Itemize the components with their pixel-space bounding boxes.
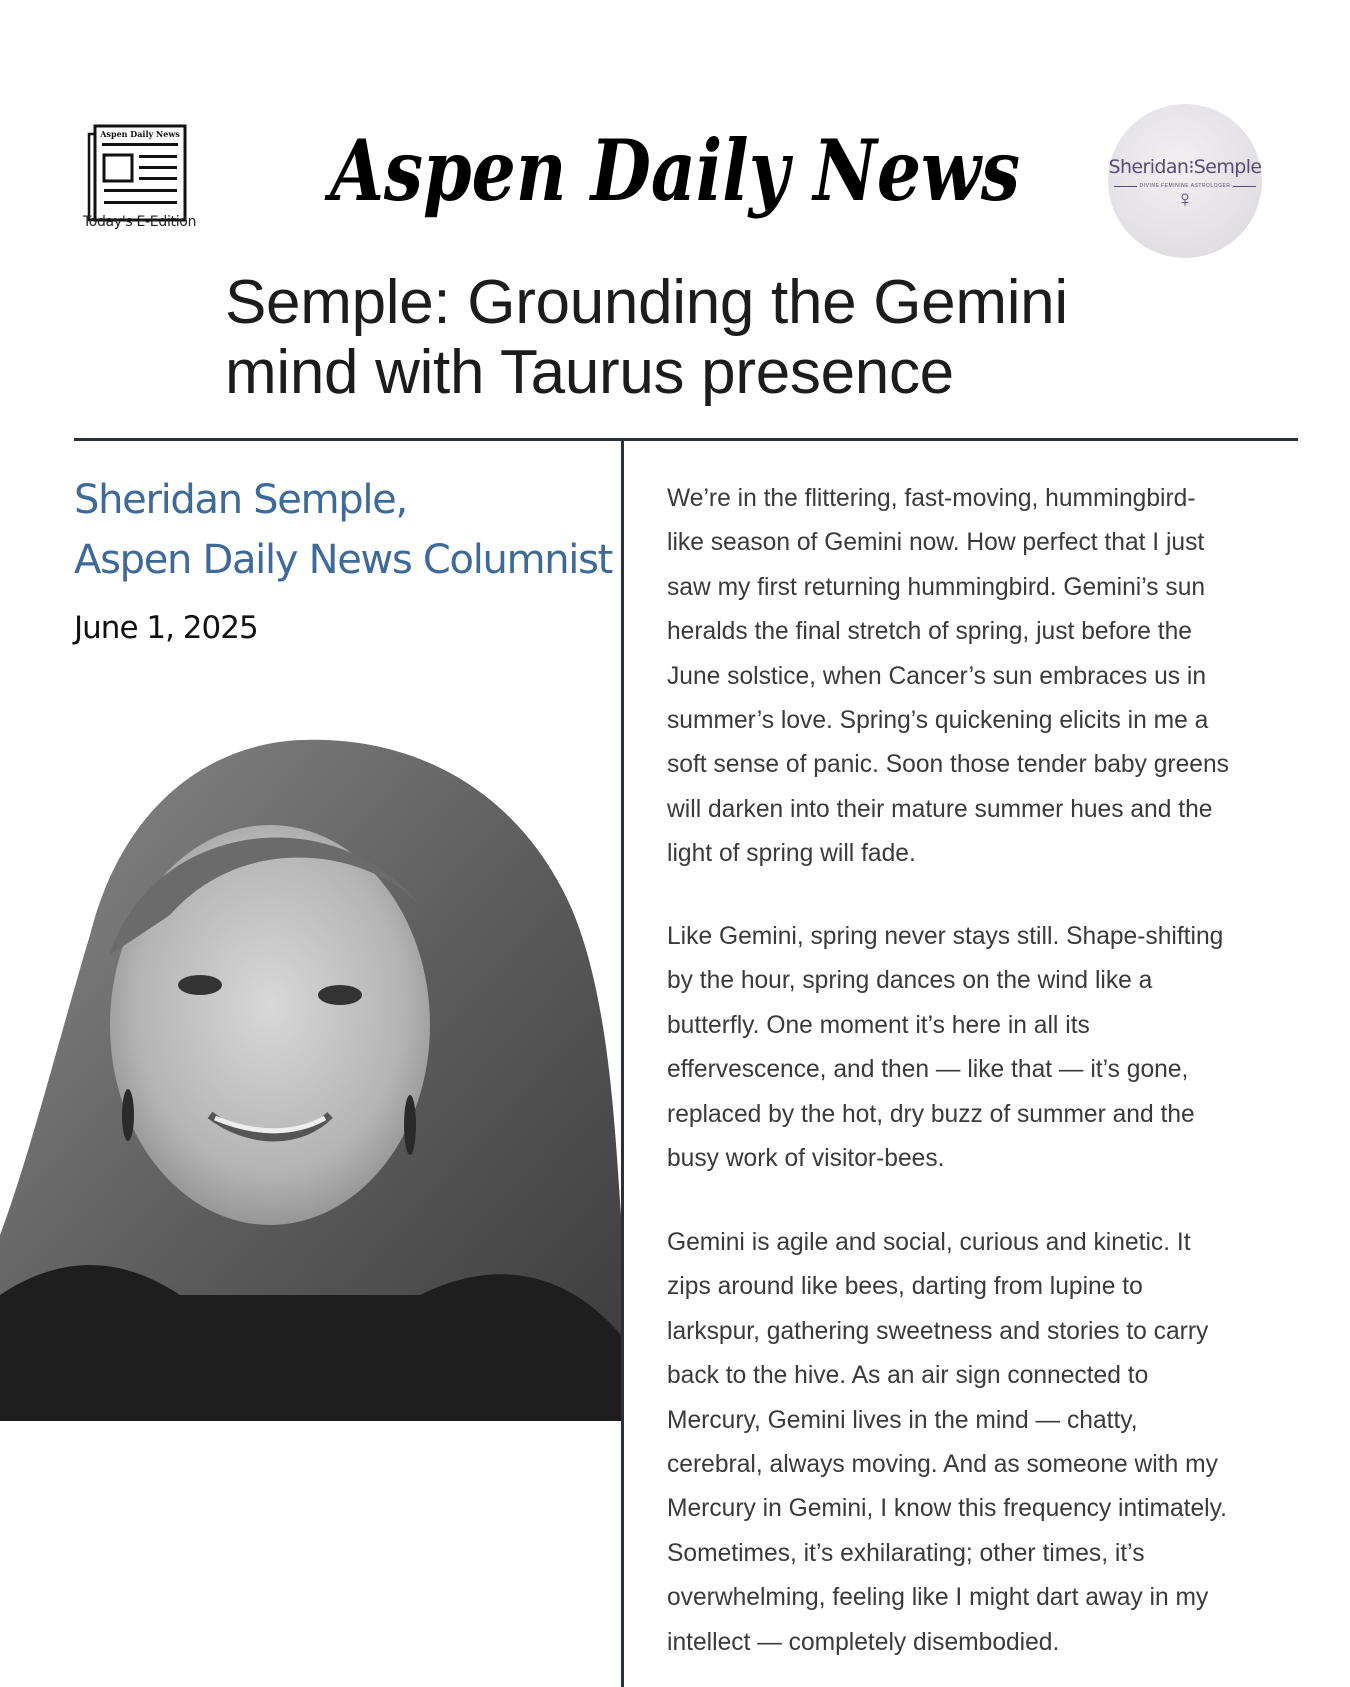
article-paragraph: Like Gemini, spring never stays still. Shape-shifting by the hour, spring dances on the wind like a butterfly. One moment it’s here in all its effervescence, and then — like that — it’s gone, replaced by the hot, dry buzz of summer and the busy work of visitor-bees. bbox=[667, 923, 1224, 1172]
publish-date: June 1, 2025 bbox=[74, 610, 258, 646]
svg-text:Aspen Daily News: Aspen Daily News bbox=[324, 121, 1020, 220]
horizontal-divider bbox=[74, 438, 1298, 441]
column-divider bbox=[621, 440, 624, 1687]
author-photo bbox=[0, 735, 621, 1421]
author-byline: Sheridan Semple, Aspen Daily News Columnist bbox=[74, 477, 613, 583]
sheridan-semple-seal-logo bbox=[1108, 104, 1262, 258]
e-edition-caption[interactable]: Today's E-Edition bbox=[82, 214, 197, 230]
e-edition-newspaper-icon[interactable] bbox=[86, 122, 190, 226]
article-paragraph: Gemini is agile and social, curious and kinetic. It zips around like bees, darting from lupine to larkspur, gathering sweetness and stories to carry back to the hive. As an air sign connected to Mercury, Gemini lives in the mind — chatty, cerebral, always moving. And as someone with my Mercury in Gemini, I know this frequency intimately. Sometimes, it’s exhilarating; other times, it’s overwhelming, feeling like I might dart away in my intellect — completely disembodied. bbox=[667, 1229, 1227, 1656]
article-headline: Semple: Grounding the Gemini mind with Taurus presence bbox=[225, 268, 1068, 407]
aspen-daily-news-logo[interactable] bbox=[300, 112, 1050, 232]
article-paragraph: We’re in the flittering, fast-moving, hummingbird- like season of Gemini now. How perfect that I just saw my first returning hummingbird. Gemini’s sun heralds the final stretch of spring, just before the June solstice, when Cancer’s sun embraces us in summer’s love. Spring’s quickening elicits in me a soft sense of panic. Soon those tender baby greens will darken into their mature summer hues and the light of spring will fade. bbox=[667, 485, 1229, 868]
seal-subtitle: DIVINE FEMININE ASTROLOGER bbox=[1114, 183, 1256, 189]
venus-symbol-icon: ♀ bbox=[1176, 186, 1194, 213]
svg-text:Aspen Daily News: Aspen Daily News bbox=[100, 129, 180, 139]
seal-name: Sheridan⁝Semple bbox=[1108, 156, 1262, 178]
